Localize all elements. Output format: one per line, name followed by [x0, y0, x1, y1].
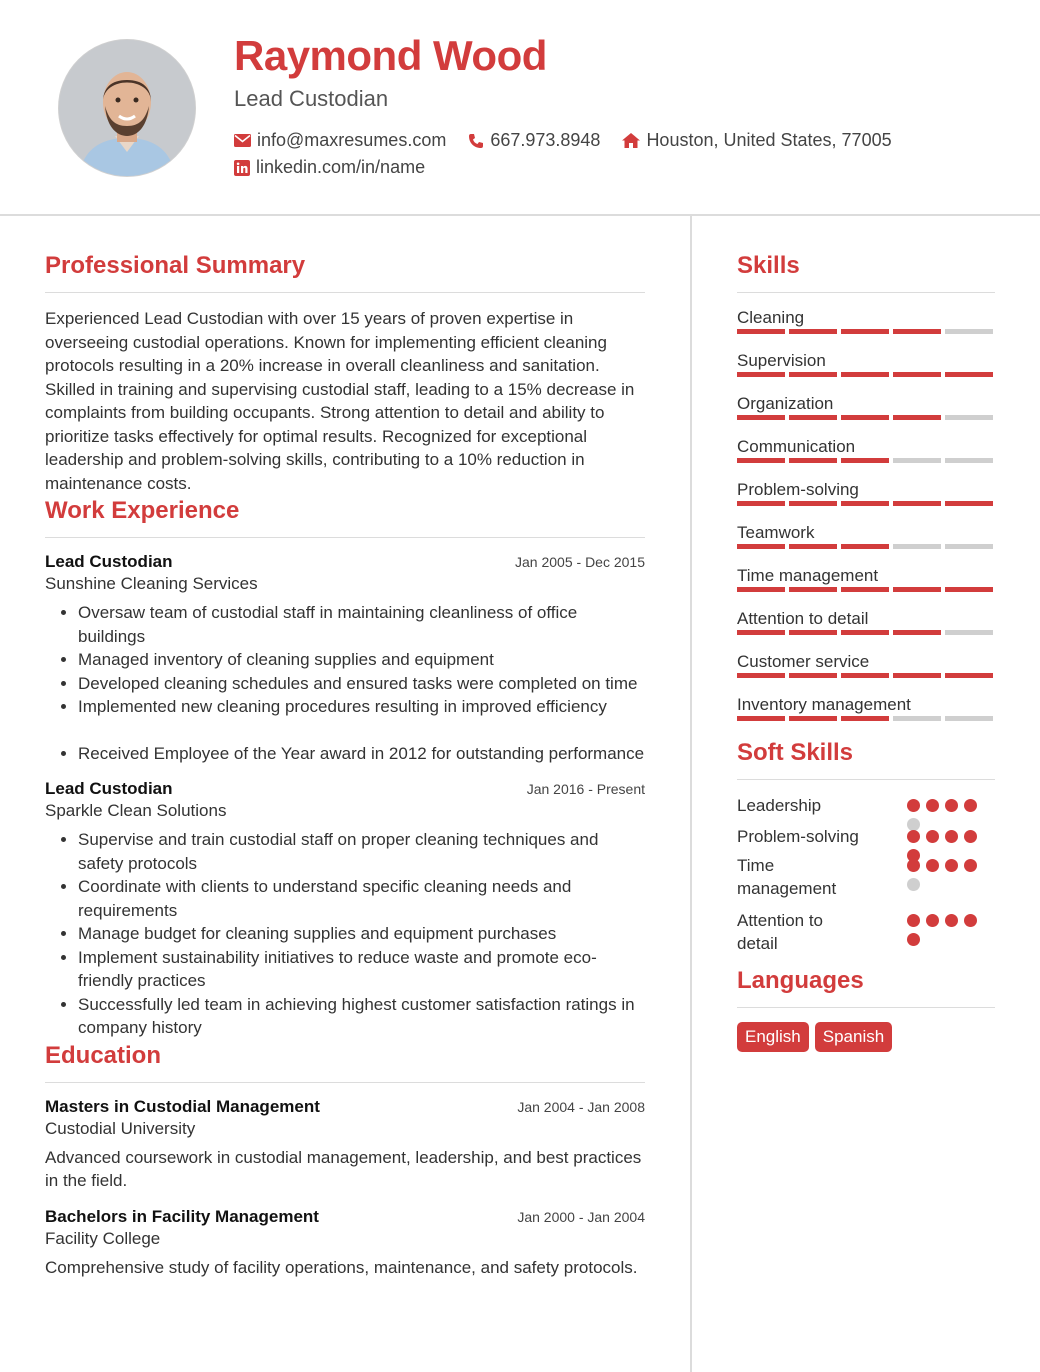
skills-list	[737, 307, 995, 737]
bullet-item: • Developed cleaning schedules and ensured tasks were completed on time	[78, 672, 645, 696]
avatar-photo-icon	[59, 40, 195, 176]
degree: Bachelors in Facility Management	[45, 1206, 319, 1226]
contact-row-1	[234, 130, 914, 151]
rating-dot-empty	[907, 878, 920, 891]
skill-segment-filled	[737, 587, 785, 592]
rating-dot-filled	[964, 799, 977, 812]
soft-skill-dots	[907, 859, 979, 891]
skill-segment-filled	[789, 630, 837, 635]
skill-segment-filled	[789, 716, 837, 721]
phone-text: 667.973.8948	[490, 130, 601, 150]
education-heading: Education	[45, 1041, 162, 1069]
skill-segment-filled	[841, 587, 889, 592]
skill-segment-filled	[737, 415, 785, 420]
contact-row-2	[234, 157, 447, 178]
candidate-title: Lead Custodian	[234, 86, 389, 111]
soft-skills-heading: Soft Skills	[737, 739, 854, 766]
skill-segment-empty	[945, 544, 993, 549]
skill-segment-filled	[737, 673, 785, 678]
skill-name: Customer service	[737, 652, 870, 671]
skill-segment-filled	[945, 673, 993, 678]
skill-segment-filled	[737, 544, 785, 549]
education-entry	[45, 1097, 645, 1193]
skill-segment-filled	[945, 501, 993, 506]
language-tags	[737, 1022, 995, 1052]
skill-item	[737, 350, 995, 393]
location-text: Houston, United States, 77005	[646, 130, 892, 150]
skill-name: Supervision	[737, 351, 826, 370]
rating-dot-filled	[945, 914, 958, 927]
soft-skill-item	[737, 854, 995, 909]
language-tag: Spanish	[815, 1022, 892, 1052]
job-entry	[45, 552, 645, 765]
bullet-item: • Coordinate with clients to understand specific cleaning needs and requirements	[78, 875, 645, 922]
home-icon	[622, 133, 640, 148]
rating-dot-filled	[964, 830, 977, 843]
school: Custodial University	[45, 1118, 196, 1138]
soft-skill-name: Leadership	[737, 796, 822, 815]
skill-item	[737, 651, 995, 694]
rating-dot-filled	[945, 799, 958, 812]
skill-item	[737, 522, 995, 565]
skill-segment-empty	[945, 329, 993, 334]
rating-dot-filled	[926, 859, 939, 872]
skill-segment-filled	[893, 673, 941, 678]
skill-bar	[737, 458, 993, 463]
skill-segment-filled	[893, 501, 941, 506]
job-entry	[45, 779, 645, 1040]
skill-segment-filled	[841, 372, 889, 377]
skill-bar	[737, 716, 993, 721]
phone-icon	[468, 133, 484, 149]
skill-name: Teamwork	[737, 523, 815, 542]
skill-item	[737, 436, 995, 479]
skill-name: Organization	[737, 394, 834, 413]
contact-phone[interactable]	[468, 130, 600, 151]
rating-dot-filled	[964, 859, 977, 872]
skill-segment-filled	[893, 587, 941, 592]
languages-heading: Languages	[737, 967, 864, 994]
education-dates: Jan 2000 - Jan 2004	[517, 1208, 645, 1225]
education-desc: Comprehensive study of facility operations, maintenance, and safety protocols.	[45, 1257, 638, 1277]
section-rule	[45, 1082, 645, 1083]
skill-bar	[737, 415, 993, 420]
summary-text: Experienced Lead Custodian with over 15 years of proven expertise in overseeing custodial operations. Known for implementing efficient cleaning protocols resulting in a 20% increase in overall cleanliness and sanitation. Skilled in training and supervising custodial staff, leading to a 15% decrease in complaints from building occupants. Strong attention to detail and ability to prioritize tasks effectively for optimal results. Recognized for exceptional leadership and problem-solving skills, contributing to a 10% reduction in maintenance costs.	[45, 309, 635, 493]
job-dates: Jan 2016 - Present	[526, 781, 645, 797]
education-desc: Advanced coursework in custodial management, leadership, and best practices in the field.	[45, 1147, 642, 1190]
skill-segment-filled	[893, 415, 941, 420]
contact-email[interactable]	[234, 130, 446, 151]
skill-bar	[737, 372, 993, 377]
candidate-name: Raymond Wood	[234, 32, 547, 79]
skill-segment-empty	[945, 630, 993, 635]
skill-segment-filled	[737, 501, 785, 506]
main-column	[45, 250, 645, 1279]
skill-segment-empty	[945, 716, 993, 721]
skill-name: Attention to detail	[737, 609, 869, 628]
skill-name: Communication	[737, 437, 856, 456]
skill-bar	[737, 544, 993, 549]
avatar	[58, 39, 196, 177]
skill-segment-filled	[893, 630, 941, 635]
rating-dot-filled	[907, 830, 920, 843]
skill-segment-filled	[789, 587, 837, 592]
linkedin-text: linkedin.com/in/name	[256, 157, 426, 177]
experience-heading: Work Experience	[45, 497, 240, 524]
skill-segment-filled	[789, 329, 837, 334]
skill-segment-filled	[945, 587, 993, 592]
section-rule	[45, 292, 645, 293]
bullet-item: • Implement sustainability initiatives to reduce waste and promote eco-friendly practices	[78, 946, 645, 993]
rating-dot-filled	[926, 830, 939, 843]
skill-segment-filled	[841, 458, 889, 463]
skill-segment-filled	[893, 372, 941, 377]
soft-skill-item	[737, 794, 995, 825]
rating-dot-filled	[907, 859, 920, 872]
soft-skill-item	[737, 825, 995, 854]
skill-segment-filled	[893, 329, 941, 334]
skill-segment-filled	[841, 630, 889, 635]
contact-location	[622, 130, 891, 151]
degree: Masters in Custodial Management	[45, 1096, 320, 1116]
skill-name: Cleaning	[737, 308, 805, 327]
rating-dot-filled	[945, 859, 958, 872]
job-company: Sunshine Cleaning Services	[45, 574, 258, 593]
skill-item	[737, 608, 995, 651]
contact-linkedin[interactable]	[234, 157, 425, 178]
education-dates: Jan 2004 - Jan 2008	[517, 1098, 645, 1115]
skill-item	[737, 393, 995, 436]
rating-dot-filled	[964, 914, 977, 927]
skill-name: Time management	[737, 566, 879, 585]
summary-heading: Professional Summary	[45, 252, 306, 279]
job-role: Lead Custodian	[45, 552, 173, 571]
rating-dot-filled	[907, 933, 920, 946]
skill-bar	[737, 630, 993, 635]
skill-segment-empty	[893, 458, 941, 463]
skill-name: Inventory management	[737, 695, 911, 714]
skill-item	[737, 479, 995, 522]
skill-bar	[737, 673, 993, 678]
job-company: Sparkle Clean Solutions	[45, 801, 227, 820]
skill-segment-filled	[841, 544, 889, 549]
sidebar-column	[737, 250, 995, 1052]
skill-segment-empty	[945, 415, 993, 420]
skill-segment-filled	[841, 329, 889, 334]
resume-header	[0, 0, 1040, 216]
skill-item	[737, 307, 995, 350]
bullet-item: • Supervise and train custodial staff on proper cleaning techniques and safety protocols	[78, 828, 645, 875]
skills-heading: Skills	[737, 252, 800, 279]
language-tag: English	[737, 1022, 809, 1052]
linkedin-icon	[234, 160, 250, 176]
section-rule	[45, 537, 645, 538]
skill-segment-filled	[841, 415, 889, 420]
skill-item	[737, 694, 995, 737]
skill-bar	[737, 501, 993, 506]
skill-segment-filled	[841, 673, 889, 678]
skill-segment-empty	[893, 544, 941, 549]
job-bullets	[45, 601, 645, 765]
rating-dot-filled	[907, 799, 920, 812]
skill-bar	[737, 587, 993, 592]
soft-skill-name: Time management	[737, 856, 837, 898]
rating-dot-filled	[945, 830, 958, 843]
bullet-item: • Managed inventory of cleaning supplies and equipment	[78, 648, 645, 672]
bullet-item: • Manage budget for cleaning supplies and equipment purchases	[78, 922, 645, 946]
section-rule	[737, 779, 995, 780]
skill-name: Problem-solving	[737, 480, 859, 499]
school: Facility College	[45, 1228, 161, 1248]
bullet-item: • Successfully led team in achieving highest customer satisfaction ratings in company history	[78, 993, 645, 1040]
skill-segment-filled	[789, 458, 837, 463]
section-rule	[737, 1007, 995, 1008]
email-text: info@maxresumes.com	[257, 130, 447, 150]
skill-segment-filled	[789, 501, 837, 506]
column-divider	[690, 216, 692, 1372]
soft-skill-name: Attention to detail	[737, 911, 824, 953]
skill-segment-filled	[945, 372, 993, 377]
job-bullets	[45, 828, 645, 1040]
job-dates: Jan 2005 - Dec 2015	[515, 554, 645, 570]
skill-segment-filled	[737, 372, 785, 377]
rating-dot-filled	[926, 914, 939, 927]
soft-skill-name: Problem-solving	[737, 827, 859, 846]
skill-segment-filled	[737, 630, 785, 635]
skill-segment-empty	[945, 458, 993, 463]
skill-segment-filled	[841, 716, 889, 721]
skill-segment-empty	[893, 716, 941, 721]
skill-segment-filled	[841, 501, 889, 506]
envelope-icon	[234, 134, 251, 147]
skill-segment-filled	[789, 673, 837, 678]
skill-segment-filled	[789, 544, 837, 549]
skill-segment-filled	[737, 329, 785, 334]
bullet-item: • Implemented new cleaning procedures resulting in improved efficiency	[78, 695, 645, 719]
skill-item	[737, 565, 995, 608]
job-role: Lead Custodian	[45, 779, 173, 798]
bullet-item: • Received Employee of the Year award in 2012 for outstanding performance	[78, 742, 645, 766]
skill-segment-filled	[737, 716, 785, 721]
skill-bar	[737, 329, 993, 334]
bullet-item: • Oversaw team of custodial staff in maintaining cleanliness of office buildings	[78, 601, 645, 648]
rating-dot-filled	[926, 799, 939, 812]
soft-skill-dots	[907, 914, 979, 946]
section-rule	[737, 292, 995, 293]
skill-segment-filled	[789, 372, 837, 377]
soft-skill-item	[737, 909, 995, 965]
skill-segment-filled	[737, 458, 785, 463]
education-entry	[45, 1207, 645, 1280]
rating-dot-filled	[907, 914, 920, 927]
skill-segment-filled	[789, 415, 837, 420]
